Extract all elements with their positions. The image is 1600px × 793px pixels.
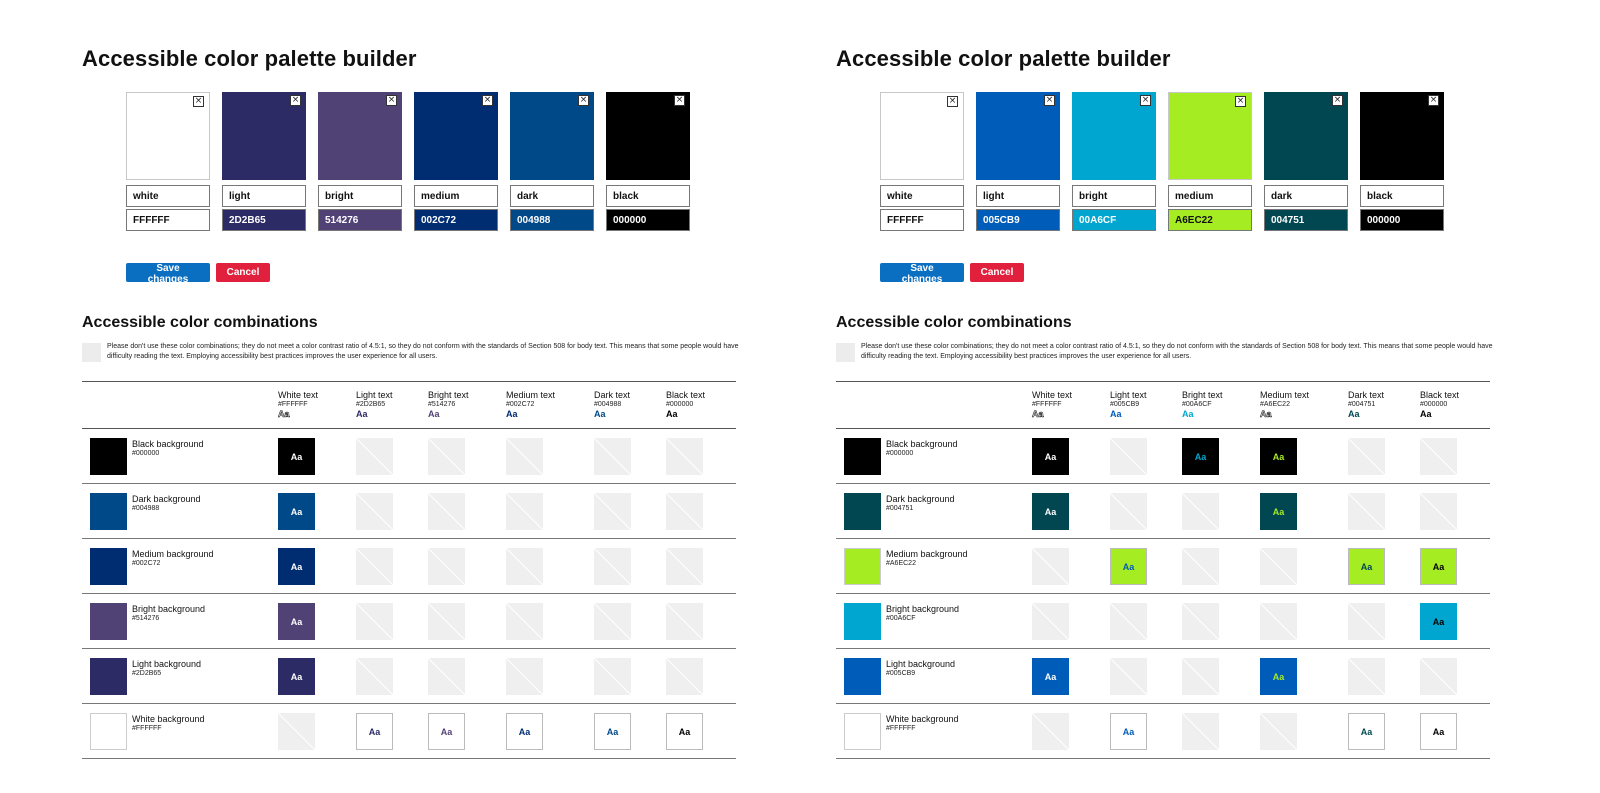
failed-combination bbox=[506, 493, 543, 530]
combination-sample: Aa bbox=[506, 713, 543, 750]
failed-combination bbox=[1260, 548, 1297, 585]
table-header bbox=[836, 381, 1490, 429]
failed-combination bbox=[1420, 658, 1457, 695]
swatch-column-black bbox=[606, 92, 690, 180]
background-swatch bbox=[844, 603, 881, 640]
table-row bbox=[836, 484, 1490, 539]
background-name: Light background bbox=[886, 659, 956, 669]
background-swatch bbox=[844, 658, 881, 695]
combination-sample: Aa bbox=[356, 713, 393, 750]
background-swatch bbox=[90, 548, 127, 585]
failed-combination bbox=[356, 603, 393, 640]
close-icon[interactable]: × bbox=[387, 95, 396, 105]
swatch-hex-field[interactable] bbox=[126, 209, 210, 231]
failed-combination bbox=[594, 603, 631, 640]
background-swatch bbox=[844, 713, 881, 750]
failed-combination bbox=[506, 658, 543, 695]
background-name: Bright background bbox=[886, 604, 960, 614]
failed-combination bbox=[1420, 493, 1457, 530]
color-swatch-white[interactable] bbox=[126, 92, 210, 180]
column-sample: Aa bbox=[506, 409, 518, 419]
background-name: Light background bbox=[132, 659, 202, 669]
column-header bbox=[428, 390, 469, 419]
column-hex: #002C72 bbox=[506, 401, 535, 408]
column-header bbox=[666, 390, 705, 419]
failed-combination bbox=[1348, 493, 1385, 530]
column-header bbox=[356, 390, 393, 419]
swatch-hex-field[interactable] bbox=[318, 209, 402, 231]
column-label: Bright text bbox=[428, 390, 469, 400]
background-hex: #004988 bbox=[132, 505, 160, 512]
combinations-title: Accessible color combinations bbox=[82, 314, 318, 331]
table-row bbox=[836, 539, 1490, 594]
color-swatch-medium[interactable] bbox=[1168, 92, 1252, 180]
combination-sample: Aa bbox=[1420, 713, 1457, 750]
combination-sample: Aa bbox=[1260, 438, 1297, 475]
combination-sample: Aa bbox=[1420, 603, 1457, 640]
combination-sample: Aa bbox=[1032, 438, 1069, 475]
column-hex: #005CB9 bbox=[1110, 401, 1140, 408]
failed-combination bbox=[356, 548, 393, 585]
combination-sample: Aa bbox=[1032, 493, 1069, 530]
background-swatch bbox=[90, 658, 127, 695]
save-changes-button[interactable]: Save changes bbox=[880, 263, 964, 282]
column-header bbox=[1110, 390, 1147, 419]
swatch-hex-field[interactable] bbox=[414, 209, 498, 231]
close-icon[interactable]: × bbox=[579, 95, 588, 105]
background-swatch bbox=[90, 603, 127, 640]
failed-combination bbox=[1110, 603, 1147, 640]
swatch-hex-field[interactable] bbox=[1360, 209, 1444, 231]
column-hex: #A6EC22 bbox=[1260, 401, 1290, 408]
column-sample: Aa bbox=[1032, 409, 1044, 419]
combination-sample: Aa bbox=[278, 603, 315, 640]
close-icon[interactable]: × bbox=[291, 95, 300, 105]
table-row bbox=[836, 649, 1490, 704]
page-title: Accessible color palette builder bbox=[836, 46, 1171, 71]
failed-combination bbox=[1348, 603, 1385, 640]
failed-combination bbox=[428, 493, 465, 530]
column-hex: #004988 bbox=[594, 401, 622, 408]
column-header bbox=[506, 390, 555, 419]
swatch-column-dark bbox=[1264, 92, 1348, 180]
color-swatch-light[interactable] bbox=[222, 92, 306, 180]
column-label: Dark text bbox=[594, 390, 631, 400]
failed-combination bbox=[594, 548, 631, 585]
swatch-hex-field[interactable] bbox=[976, 209, 1060, 231]
page-title: Accessible color palette builder bbox=[82, 46, 417, 71]
failed-combination bbox=[666, 658, 703, 695]
combination-sample: Aa bbox=[594, 713, 631, 750]
color-swatch-light[interactable] bbox=[976, 92, 1060, 180]
background-hex: #005CB9 bbox=[886, 670, 916, 677]
column-sample: Aa bbox=[1420, 409, 1432, 419]
column-sample: Aa bbox=[428, 409, 440, 419]
swatch-column-black bbox=[1360, 92, 1444, 180]
table-row bbox=[82, 539, 736, 594]
row-label bbox=[132, 659, 201, 678]
combination-sample: Aa bbox=[1182, 438, 1219, 475]
column-header bbox=[1420, 390, 1459, 419]
combination-sample: Aa bbox=[1348, 713, 1385, 750]
column-sample: Aa bbox=[1348, 409, 1360, 419]
close-icon[interactable]: × bbox=[1333, 95, 1342, 105]
background-name: Black background bbox=[886, 439, 958, 449]
failed-combination bbox=[1348, 438, 1385, 475]
column-hex: #000000 bbox=[1420, 401, 1448, 408]
background-swatch bbox=[844, 438, 881, 475]
combination-sample: Aa bbox=[1260, 658, 1297, 695]
swatch-hex-field[interactable] bbox=[606, 209, 690, 231]
failed-combination bbox=[1260, 603, 1297, 640]
row-label bbox=[886, 549, 968, 568]
column-header bbox=[1032, 390, 1072, 419]
swatch-column-light bbox=[976, 92, 1060, 180]
failed-combination bbox=[1032, 548, 1069, 585]
combinations-table bbox=[836, 381, 1490, 759]
swatch-hex-field[interactable] bbox=[222, 209, 306, 231]
background-name: Medium background bbox=[132, 549, 214, 559]
row-label bbox=[132, 494, 201, 513]
background-name: Medium background bbox=[886, 549, 968, 559]
color-swatch-medium[interactable] bbox=[414, 92, 498, 180]
swatch-hex-field[interactable] bbox=[510, 209, 594, 231]
combination-sample: Aa bbox=[428, 713, 465, 750]
failed-combination bbox=[594, 438, 631, 475]
swatch-column-white bbox=[126, 92, 210, 180]
close-icon[interactable]: × bbox=[1141, 95, 1150, 105]
swatch-name-field[interactable] bbox=[1072, 185, 1156, 207]
column-label: Bright text bbox=[1182, 390, 1223, 400]
failed-combination bbox=[1182, 548, 1219, 585]
color-swatch-white[interactable] bbox=[880, 92, 964, 180]
table-row bbox=[82, 594, 736, 649]
swatch-name-field[interactable] bbox=[1360, 185, 1444, 207]
column-hex: #FFFFFF bbox=[1032, 401, 1062, 408]
combination-sample: Aa bbox=[278, 658, 315, 695]
row-label bbox=[886, 494, 955, 513]
failed-combination bbox=[666, 438, 703, 475]
close-icon[interactable]: × bbox=[483, 95, 492, 105]
table-row bbox=[82, 649, 736, 704]
color-swatch-dark[interactable] bbox=[1264, 92, 1348, 180]
column-label: Black text bbox=[1420, 390, 1460, 400]
background-swatch bbox=[90, 438, 127, 475]
palette-panel-1 bbox=[82, 0, 742, 793]
row-label bbox=[132, 714, 205, 733]
swatch-hex-field[interactable] bbox=[880, 209, 964, 231]
column-label: White text bbox=[278, 390, 319, 400]
column-header bbox=[1348, 390, 1384, 419]
failed-combination bbox=[1110, 438, 1147, 475]
row-label bbox=[886, 659, 955, 678]
close-icon[interactable]: × bbox=[1236, 96, 1245, 106]
swatch-name-field[interactable] bbox=[1264, 185, 1348, 207]
failed-combination bbox=[666, 603, 703, 640]
column-sample: Aa bbox=[594, 409, 606, 419]
swatch-hex-field[interactable] bbox=[1264, 209, 1348, 231]
swatch-hex-field[interactable] bbox=[1168, 209, 1252, 231]
column-label: Black text bbox=[666, 390, 706, 400]
combinations-table bbox=[82, 381, 736, 759]
cancel-button[interactable]: Cancel bbox=[216, 263, 270, 282]
table-row bbox=[82, 704, 736, 759]
failed-combination bbox=[1348, 658, 1385, 695]
swatch-name-field[interactable] bbox=[222, 185, 306, 207]
column-header bbox=[1260, 390, 1309, 419]
notice-text: Please don't use these color combinations; they do not meet a color contrast ratio of 4.5:1, so they do not conform with the standards of Section 508 for body text. This means that some people would have difficulty reading the text. Employing accessibility best practices improves the user experience for all users. bbox=[107, 343, 739, 360]
column-hex: #000000 bbox=[666, 401, 694, 408]
swatch-name-field[interactable] bbox=[880, 185, 964, 207]
swatch-name-field[interactable] bbox=[510, 185, 594, 207]
close-icon[interactable]: × bbox=[675, 95, 684, 105]
color-swatch-bright[interactable] bbox=[1072, 92, 1156, 180]
row-label bbox=[886, 604, 959, 623]
column-header bbox=[1182, 390, 1223, 419]
failed-combination bbox=[356, 658, 393, 695]
table-row bbox=[836, 704, 1490, 759]
failed-combination bbox=[1182, 658, 1219, 695]
column-header bbox=[278, 390, 318, 419]
column-label: White text bbox=[1032, 390, 1073, 400]
color-swatch-dark[interactable] bbox=[510, 92, 594, 180]
background-name: White background bbox=[886, 714, 959, 724]
swatch-column-white bbox=[880, 92, 964, 180]
background-swatch bbox=[844, 493, 881, 530]
swatch-name-field[interactable] bbox=[976, 185, 1060, 207]
notice-icon bbox=[82, 343, 101, 362]
background-swatch bbox=[90, 713, 127, 750]
column-label: Light text bbox=[1110, 390, 1147, 400]
swatch-column-bright bbox=[318, 92, 402, 180]
column-sample: Aa bbox=[1260, 409, 1272, 419]
row-label bbox=[132, 439, 204, 458]
background-hex: #004751 bbox=[886, 505, 914, 512]
palette-panel-2 bbox=[836, 0, 1496, 793]
combinations-title: Accessible color combinations bbox=[836, 314, 1072, 331]
background-hex: #2D2B65 bbox=[132, 670, 162, 677]
row-label bbox=[132, 604, 205, 623]
failed-combination bbox=[1032, 603, 1069, 640]
failed-combination bbox=[506, 438, 543, 475]
row-label bbox=[132, 549, 214, 568]
column-sample: Aa bbox=[278, 409, 290, 419]
row-label bbox=[886, 439, 958, 458]
swatch-name-field[interactable] bbox=[1168, 185, 1252, 207]
background-hex: #002C72 bbox=[132, 560, 161, 567]
swatch-hex-field[interactable] bbox=[1072, 209, 1156, 231]
combination-sample: Aa bbox=[278, 493, 315, 530]
combination-sample: Aa bbox=[1260, 493, 1297, 530]
failed-combination bbox=[1110, 658, 1147, 695]
column-hex: #FFFFFF bbox=[278, 401, 308, 408]
column-sample: Aa bbox=[356, 409, 368, 419]
failed-combination bbox=[356, 438, 393, 475]
swatch-column-bright bbox=[1072, 92, 1156, 180]
combination-sample: Aa bbox=[1110, 713, 1147, 750]
column-hex: #514276 bbox=[428, 401, 456, 408]
column-sample: Aa bbox=[1110, 409, 1122, 419]
swatch-name-field[interactable] bbox=[126, 185, 210, 207]
close-icon[interactable]: × bbox=[1429, 95, 1438, 105]
table-row bbox=[836, 594, 1490, 649]
combination-sample: Aa bbox=[1420, 548, 1457, 585]
failed-combination bbox=[594, 658, 631, 695]
combination-sample: Aa bbox=[1348, 548, 1385, 585]
background-hex: #A6EC22 bbox=[886, 560, 916, 567]
background-name: Black background bbox=[132, 439, 204, 449]
combination-sample: Aa bbox=[278, 438, 315, 475]
column-sample: Aa bbox=[1182, 409, 1194, 419]
save-changes-button[interactable]: Save changes bbox=[126, 263, 210, 282]
failed-combination bbox=[1182, 493, 1219, 530]
background-name: Bright background bbox=[132, 604, 206, 614]
color-swatch-black[interactable] bbox=[606, 92, 690, 180]
row-label bbox=[886, 714, 959, 733]
color-swatch-bright[interactable] bbox=[318, 92, 402, 180]
background-hex: #00A6CF bbox=[886, 615, 916, 622]
failed-combination bbox=[1032, 713, 1069, 750]
table-row bbox=[836, 429, 1490, 484]
failed-combination bbox=[428, 548, 465, 585]
close-icon[interactable]: × bbox=[194, 96, 203, 106]
background-hex: #514276 bbox=[132, 615, 160, 622]
combination-sample: Aa bbox=[278, 548, 315, 585]
failed-combination bbox=[666, 548, 703, 585]
failed-combination bbox=[506, 548, 543, 585]
failed-combination bbox=[666, 493, 703, 530]
notice-text: Please don't use these color combinations; they do not meet a color contrast ratio of 4.5:1, so they do not conform with the standards of Section 508 for body text. This means that some people would have difficulty reading the text. Employing accessibility best practices improves the user experience for all users. bbox=[861, 343, 1493, 360]
background-hex: #000000 bbox=[886, 450, 914, 457]
column-hex: #00A6CF bbox=[1182, 401, 1212, 408]
swatch-name-field[interactable] bbox=[606, 185, 690, 207]
swatch-name-field[interactable] bbox=[414, 185, 498, 207]
combination-sample: Aa bbox=[1110, 548, 1147, 585]
column-hex: #2D2B65 bbox=[356, 401, 386, 408]
column-label: Medium text bbox=[506, 390, 556, 400]
column-label: Medium text bbox=[1260, 390, 1310, 400]
background-name: Dark background bbox=[886, 494, 955, 504]
background-swatch bbox=[844, 548, 881, 585]
background-hex: #FFFFFF bbox=[132, 725, 162, 732]
column-label: Dark text bbox=[1348, 390, 1385, 400]
background-name: Dark background bbox=[132, 494, 201, 504]
column-hex: #004751 bbox=[1348, 401, 1376, 408]
table-row bbox=[82, 429, 736, 484]
failed-combination bbox=[1420, 438, 1457, 475]
failed-combination bbox=[1260, 713, 1297, 750]
failed-combination bbox=[506, 603, 543, 640]
combination-sample: Aa bbox=[666, 713, 703, 750]
swatch-column-light bbox=[222, 92, 306, 180]
close-icon[interactable]: × bbox=[1045, 95, 1054, 105]
failed-combination bbox=[594, 493, 631, 530]
swatch-column-dark bbox=[510, 92, 594, 180]
failed-combination bbox=[1182, 603, 1219, 640]
failed-combination bbox=[278, 713, 315, 750]
column-label: Light text bbox=[356, 390, 393, 400]
failed-combination bbox=[1182, 713, 1219, 750]
close-icon[interactable]: × bbox=[948, 96, 957, 106]
column-sample: Aa bbox=[666, 409, 678, 419]
background-hex: #FFFFFF bbox=[886, 725, 916, 732]
background-hex: #000000 bbox=[132, 450, 160, 457]
notice-icon bbox=[836, 343, 855, 362]
background-name: White background bbox=[132, 714, 205, 724]
swatch-name-field[interactable] bbox=[318, 185, 402, 207]
background-swatch bbox=[90, 493, 127, 530]
table-header bbox=[82, 381, 736, 429]
swatch-column-medium bbox=[1168, 92, 1252, 180]
failed-combination bbox=[428, 658, 465, 695]
color-swatch-black[interactable] bbox=[1360, 92, 1444, 180]
failed-combination bbox=[1110, 493, 1147, 530]
failed-combination bbox=[428, 603, 465, 640]
failed-combination bbox=[356, 493, 393, 530]
failed-combination bbox=[428, 438, 465, 475]
swatch-column-medium bbox=[414, 92, 498, 180]
combination-sample: Aa bbox=[1032, 658, 1069, 695]
column-header bbox=[594, 390, 630, 419]
table-row bbox=[82, 484, 736, 539]
cancel-button[interactable]: Cancel bbox=[970, 263, 1024, 282]
